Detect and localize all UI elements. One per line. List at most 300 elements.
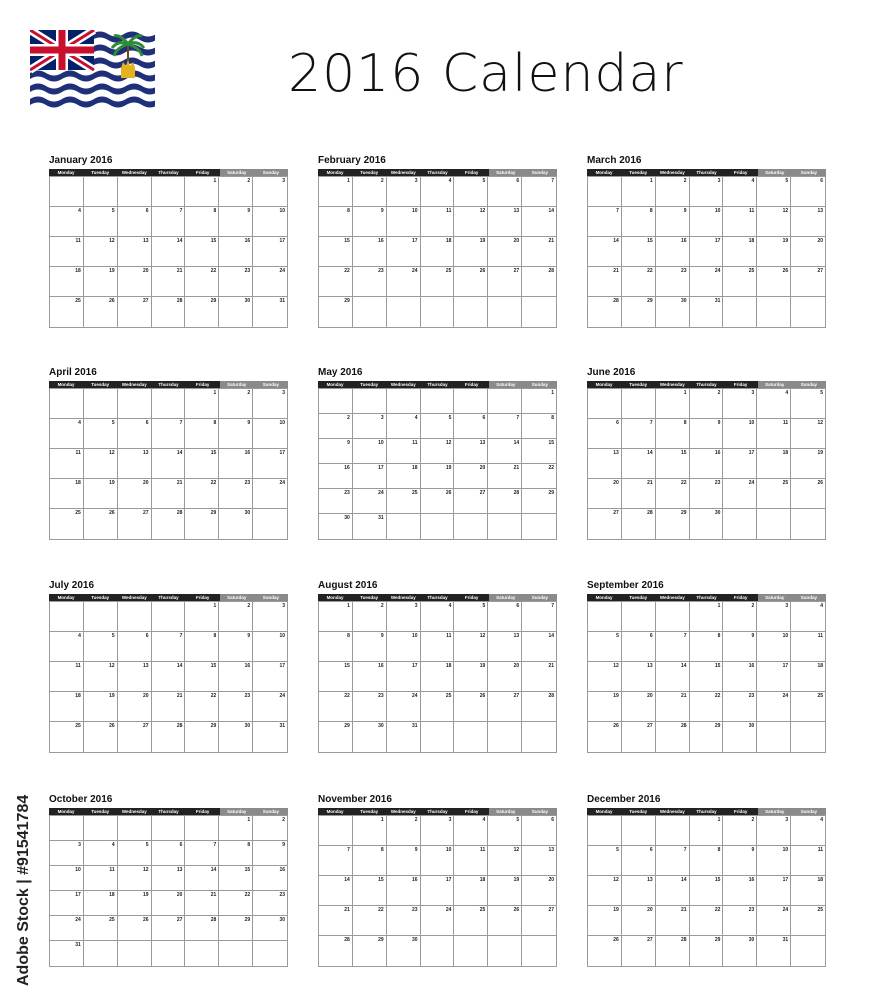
day-number: 26 — [479, 693, 486, 699]
day-cell — [588, 906, 622, 936]
day-number: 18 — [748, 238, 755, 244]
day-number: 1 — [717, 603, 721, 609]
day-number: 29 — [647, 298, 653, 304]
day-number: 16 — [344, 465, 350, 471]
day-cell — [219, 722, 253, 752]
day-cell — [185, 419, 219, 449]
day-cell — [319, 267, 353, 297]
day-number: 8 — [683, 420, 687, 426]
day-number: 21 — [176, 268, 183, 274]
day-cell — [522, 722, 556, 752]
day-cell — [588, 509, 622, 539]
day-cell — [454, 267, 488, 297]
day-cell — [118, 692, 152, 722]
day-cell — [118, 237, 152, 267]
weekday-header — [318, 594, 557, 601]
weekday-label: Tuesday — [352, 381, 386, 388]
day-cell — [656, 509, 690, 539]
day-number: 27 — [143, 723, 149, 729]
day-number: 3 — [751, 390, 755, 396]
day-number: 16 — [748, 877, 755, 883]
day-number: 29 — [244, 917, 251, 923]
day-number: 23 — [412, 907, 418, 913]
day-cell — [690, 722, 724, 752]
day-cell — [50, 237, 84, 267]
day-cell — [454, 876, 488, 906]
weekday-label: Friday — [724, 594, 758, 601]
day-number: 13 — [548, 847, 554, 853]
day-number: 22 — [647, 268, 653, 274]
day-cell — [185, 891, 219, 916]
day-number: 9 — [247, 208, 251, 214]
day-cell — [522, 632, 556, 662]
day-cell — [791, 936, 825, 966]
weekday-label: Thursday — [420, 594, 454, 601]
day-cell — [152, 419, 186, 449]
month-title: February 2016 — [318, 155, 386, 166]
day-cell — [253, 207, 287, 237]
day-number: 17 — [279, 450, 285, 456]
day-number: 18 — [75, 268, 81, 274]
day-cell — [118, 916, 152, 941]
day-grid — [318, 388, 557, 540]
day-number: 29 — [681, 510, 687, 516]
day-cell — [118, 866, 152, 891]
day-cell — [454, 632, 488, 662]
day-cell — [50, 449, 84, 479]
day-number: 30 — [748, 723, 755, 729]
day-cell — [84, 941, 118, 966]
weekday-label: Sunday — [792, 808, 826, 815]
day-cell — [353, 692, 387, 722]
day-cell — [791, 237, 825, 267]
day-number: 1 — [380, 817, 384, 823]
day-number: 22 — [714, 907, 721, 913]
day-number: 25 — [75, 723, 81, 729]
day-cell — [219, 389, 253, 419]
day-number: 24 — [782, 907, 789, 913]
day-cell — [588, 692, 622, 722]
day-cell — [757, 816, 791, 846]
weekday-label: Tuesday — [83, 169, 117, 176]
day-cell — [622, 297, 656, 327]
day-cell — [84, 692, 118, 722]
day-number: 1 — [551, 390, 554, 396]
day-cell — [622, 389, 656, 419]
day-number: 2 — [751, 603, 755, 609]
day-cell — [84, 632, 118, 662]
day-number: 9 — [247, 633, 251, 639]
day-number: 3 — [414, 603, 418, 609]
day-cell — [152, 389, 186, 419]
day-number: 30 — [378, 723, 384, 729]
day-number: 20 — [513, 238, 520, 244]
day-cell — [690, 846, 724, 876]
day-cell — [353, 389, 387, 414]
day-number: 6 — [516, 603, 520, 609]
day-cell — [421, 692, 455, 722]
day-cell — [488, 692, 522, 722]
day-cell — [522, 602, 556, 632]
day-cell — [656, 449, 690, 479]
day-cell — [387, 464, 421, 489]
day-number: 14 — [210, 867, 217, 873]
day-number: 20 — [817, 238, 823, 244]
day-cell — [522, 389, 556, 414]
day-number: 19 — [445, 465, 452, 471]
weekday-label: Friday — [186, 381, 220, 388]
day-cell — [454, 439, 488, 464]
day-number: 24 — [412, 693, 418, 699]
day-number: 22 — [210, 268, 217, 274]
day-number: 21 — [548, 663, 554, 669]
day-cell — [488, 936, 522, 966]
day-number: 5 — [111, 420, 115, 426]
day-number: 17 — [782, 663, 789, 669]
day-number: 10 — [378, 440, 384, 446]
day-number: 15 — [714, 877, 721, 883]
day-number: 1 — [347, 603, 350, 609]
day-number: 29 — [378, 937, 384, 943]
day-cell — [421, 207, 455, 237]
weekday-label: Tuesday — [83, 594, 117, 601]
day-number: 6 — [616, 420, 619, 426]
day-cell — [757, 876, 791, 906]
day-number: 14 — [176, 238, 183, 244]
weekday-label: Monday — [318, 594, 352, 601]
day-number: 21 — [613, 268, 619, 274]
day-number: 5 — [111, 208, 115, 214]
day-number: 26 — [479, 268, 486, 274]
weekday-label: Wednesday — [386, 381, 420, 388]
day-number: 16 — [279, 867, 285, 873]
day-number: 20 — [176, 892, 183, 898]
day-cell — [118, 722, 152, 752]
day-number: 17 — [378, 465, 384, 471]
day-cell — [522, 464, 556, 489]
day-number: 13 — [143, 450, 149, 456]
day-number: 9 — [347, 440, 350, 446]
day-cell — [757, 936, 791, 966]
day-number: 13 — [513, 208, 520, 214]
day-number: 4 — [111, 842, 115, 848]
day-cell — [622, 846, 656, 876]
day-grid — [318, 601, 557, 753]
day-cell — [488, 722, 522, 752]
day-number: 29 — [714, 723, 721, 729]
day-cell — [353, 267, 387, 297]
day-cell — [757, 692, 791, 722]
day-number: 18 — [445, 238, 452, 244]
day-cell — [757, 449, 791, 479]
day-number: 30 — [681, 298, 687, 304]
british-indian-ocean-territory-flag-icon — [30, 30, 155, 114]
day-cell — [622, 509, 656, 539]
day-cell — [253, 722, 287, 752]
day-cell — [84, 389, 118, 419]
day-number: 25 — [782, 480, 789, 486]
day-number: 11 — [412, 440, 418, 446]
day-cell — [387, 876, 421, 906]
day-cell — [152, 449, 186, 479]
day-number: 14 — [613, 238, 619, 244]
day-cell — [387, 237, 421, 267]
day-number: 4 — [448, 603, 452, 609]
day-cell — [421, 514, 455, 539]
day-cell — [791, 207, 825, 237]
day-cell — [152, 479, 186, 509]
day-cell — [319, 936, 353, 966]
day-cell — [152, 177, 186, 207]
day-cell — [723, 419, 757, 449]
day-cell — [690, 906, 724, 936]
day-number: 15 — [210, 450, 217, 456]
day-number: 11 — [446, 208, 452, 214]
weekday-header — [49, 808, 288, 815]
day-number: 5 — [482, 603, 486, 609]
day-number: 31 — [75, 942, 81, 948]
day-cell — [454, 389, 488, 414]
day-cell — [522, 237, 556, 267]
day-cell — [387, 906, 421, 936]
weekday-label: Tuesday — [621, 594, 655, 601]
day-number: 31 — [279, 723, 285, 729]
day-cell — [421, 389, 455, 414]
day-cell — [253, 632, 287, 662]
day-number: 20 — [647, 907, 653, 913]
day-number: 25 — [75, 510, 81, 516]
day-cell — [488, 662, 522, 692]
day-number: 26 — [782, 268, 789, 274]
day-number: 30 — [279, 917, 285, 923]
day-cell — [50, 916, 84, 941]
day-cell — [319, 389, 353, 414]
day-cell — [319, 846, 353, 876]
weekday-label: Monday — [587, 381, 621, 388]
day-number: 22 — [548, 465, 554, 471]
day-cell — [319, 237, 353, 267]
day-cell — [353, 936, 387, 966]
day-number: 21 — [681, 693, 687, 699]
day-cell — [50, 509, 84, 539]
day-cell — [118, 449, 152, 479]
day-number: 16 — [748, 663, 755, 669]
day-number: 18 — [75, 480, 81, 486]
day-cell — [353, 439, 387, 464]
day-number: 26 — [109, 510, 115, 516]
day-number: 2 — [683, 178, 687, 184]
day-number: 20 — [479, 465, 486, 471]
day-number: 3 — [414, 178, 418, 184]
day-cell — [421, 489, 455, 514]
day-grid — [49, 388, 288, 540]
day-number: 10 — [782, 633, 789, 639]
weekday-label: Monday — [318, 808, 352, 815]
day-cell — [622, 237, 656, 267]
day-number: 23 — [279, 892, 285, 898]
day-number: 27 — [513, 693, 520, 699]
day-cell — [253, 419, 287, 449]
day-number: 24 — [445, 907, 452, 913]
day-cell — [253, 841, 287, 866]
day-cell — [588, 177, 622, 207]
day-cell — [84, 297, 118, 327]
day-cell — [319, 906, 353, 936]
day-number: 20 — [143, 268, 149, 274]
day-cell — [219, 692, 253, 722]
day-number: 30 — [244, 298, 251, 304]
day-cell — [690, 876, 724, 906]
day-number: 2 — [380, 178, 384, 184]
weekday-header — [318, 169, 557, 176]
day-cell — [185, 207, 219, 237]
weekday-label: Friday — [186, 594, 220, 601]
day-number: 7 — [179, 633, 183, 639]
day-number: 26 — [143, 917, 149, 923]
day-cell — [185, 237, 219, 267]
day-cell — [622, 177, 656, 207]
day-number: 14 — [681, 877, 687, 883]
weekday-header — [587, 808, 826, 815]
day-cell — [50, 297, 84, 327]
day-number: 29 — [210, 510, 217, 516]
day-cell — [454, 936, 488, 966]
day-cell — [50, 602, 84, 632]
weekday-label: Sunday — [523, 594, 557, 601]
weekday-label: Saturday — [220, 381, 254, 388]
day-cell — [723, 297, 757, 327]
weekday-label: Thursday — [420, 808, 454, 815]
day-number: 13 — [479, 440, 486, 446]
weekday-label: Saturday — [758, 808, 792, 815]
day-cell — [588, 419, 622, 449]
day-number: 27 — [143, 510, 149, 516]
day-number: 3 — [380, 415, 384, 421]
day-number: 27 — [513, 268, 520, 274]
day-number: 14 — [548, 208, 554, 214]
day-cell — [84, 916, 118, 941]
day-cell — [488, 816, 522, 846]
day-cell — [723, 207, 757, 237]
day-cell — [690, 177, 724, 207]
day-cell — [690, 632, 724, 662]
month-title: March 2016 — [587, 155, 642, 166]
weekday-label: Saturday — [220, 169, 254, 176]
day-cell — [656, 177, 690, 207]
day-cell — [656, 297, 690, 327]
day-cell — [454, 692, 488, 722]
day-cell — [353, 602, 387, 632]
day-cell — [723, 936, 757, 966]
day-cell — [522, 514, 556, 539]
day-cell — [421, 237, 455, 267]
day-number: 24 — [782, 693, 789, 699]
day-cell — [84, 509, 118, 539]
day-cell — [488, 464, 522, 489]
day-cell — [488, 439, 522, 464]
day-cell — [421, 846, 455, 876]
day-number: 14 — [548, 633, 554, 639]
day-cell — [488, 846, 522, 876]
day-cell — [50, 722, 84, 752]
day-number: 10 — [279, 633, 285, 639]
day-number: 19 — [479, 238, 486, 244]
weekday-label: Thursday — [420, 381, 454, 388]
day-cell — [622, 692, 656, 722]
day-number: 8 — [649, 208, 653, 214]
day-number: 1 — [213, 178, 217, 184]
day-cell — [791, 509, 825, 539]
weekday-label: Saturday — [758, 381, 792, 388]
weekday-label: Saturday — [220, 594, 254, 601]
weekday-label: Wednesday — [386, 594, 420, 601]
day-number: 2 — [247, 603, 251, 609]
weekday-label: Wednesday — [655, 594, 689, 601]
day-number: 16 — [244, 238, 251, 244]
day-number: 28 — [613, 298, 619, 304]
day-number: 10 — [75, 867, 81, 873]
day-cell — [152, 602, 186, 632]
day-cell — [84, 602, 118, 632]
day-cell — [757, 267, 791, 297]
day-number: 28 — [681, 723, 687, 729]
day-number: 13 — [143, 663, 149, 669]
weekday-label: Tuesday — [83, 808, 117, 815]
weekday-label: Saturday — [758, 594, 792, 601]
day-cell — [656, 419, 690, 449]
day-cell — [588, 632, 622, 662]
day-cell — [454, 177, 488, 207]
day-cell — [185, 297, 219, 327]
weekday-label: Saturday — [220, 808, 254, 815]
day-cell — [757, 479, 791, 509]
day-number: 7 — [683, 847, 687, 853]
day-cell — [387, 846, 421, 876]
day-number: 15 — [378, 877, 384, 883]
weekday-label: Friday — [455, 381, 489, 388]
day-number: 6 — [649, 847, 653, 853]
day-number: 17 — [782, 877, 789, 883]
day-cell — [387, 439, 421, 464]
day-number: 19 — [613, 907, 619, 913]
day-number: 28 — [681, 937, 687, 943]
day-number: 25 — [748, 268, 755, 274]
day-number: 10 — [782, 847, 789, 853]
day-cell — [118, 267, 152, 297]
day-cell — [84, 449, 118, 479]
day-number: 26 — [109, 723, 115, 729]
day-cell — [152, 509, 186, 539]
weekday-label: Wednesday — [386, 808, 420, 815]
day-number: 28 — [176, 298, 183, 304]
month-title: December 2016 — [587, 794, 661, 805]
day-cell — [253, 662, 287, 692]
day-cell — [319, 439, 353, 464]
day-cell — [185, 941, 219, 966]
day-cell — [118, 632, 152, 662]
day-number: 8 — [551, 415, 554, 421]
day-cell — [656, 389, 690, 419]
weekday-label: Saturday — [489, 169, 523, 176]
day-cell — [421, 662, 455, 692]
weekday-label: Thursday — [151, 808, 185, 815]
day-cell — [387, 389, 421, 414]
day-number: 10 — [714, 208, 721, 214]
day-number: 12 — [613, 877, 619, 883]
day-number: 22 — [378, 907, 384, 913]
day-cell — [219, 479, 253, 509]
day-cell — [656, 207, 690, 237]
